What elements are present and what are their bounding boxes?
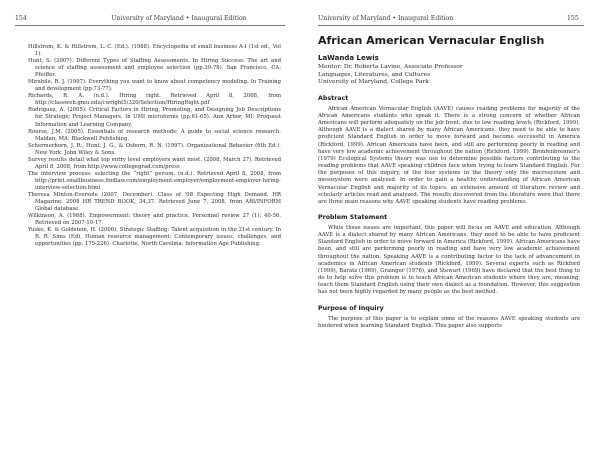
right-page (300, 0, 600, 456)
article-title: African American Vernacular English (318, 34, 545, 47)
reference-entry: Hillstrom, K. & Hillstrom, L. C. (Ed.). (1988). Encyclopedia of small business A-I (1st ed., Vol 1). (28, 44, 281, 58)
reference-entry: Survey results detail what top entry level employers want most. (2008, March 27). Retrieved April 8, 2008, from http://www.collegegrad.com/press (28, 156, 281, 170)
reference-entry: Rodriguez, A. (2005). Critical Factors in Hiring, Promoting, and Designing Job Descriptions for Strategic Project Managers. In UMI microforms (pp.61-65). Ann Arbor, MI: Proquest Information and Learning Company. (28, 107, 281, 128)
purpose-paragraph: The purpose of this paper is to explain some of the reasons AAVE speaking students are hindered when learning Standard English. This paper also supports (318, 315, 580, 329)
mentor-line: Mentor: Dr. Roberta Lavine, Associate Professor (318, 64, 463, 70)
running-header: University of Maryland • Inaugural Edition (318, 15, 454, 22)
header-rule (318, 25, 584, 26)
reference-entry: Hunt, S. (2007). Different Types of Staffing Assessments. In Hiring Success: The art and science of staffing assessment and employee selection (pp.39-78). San Francisco, CA: Pfeiffer. (28, 58, 281, 79)
reference-entry: Schermerhorn, J. R., Hunt, J. G., & Osborn, R. N. (1997). Organizational Behavior (6th Ed.). New York: John Wiley & Sons. (28, 142, 281, 156)
reference-entry: Theresa Minton-Eversole (2007, December). Class of '08 Expecting High Demand. HR Magazine: 2008 HR TREND BOOK, 34,37. Retrieved June 7, 2008, from ABI/INFORM Global database. (28, 191, 281, 213)
page-number: 154 (15, 15, 27, 22)
article (318, 34, 580, 330)
author-name: LaWanda Lewis (318, 54, 379, 62)
reference-entry: Yusko, K. & Goldstein, H. (2006). Strategic Staffing: Talent acquisition in the 21st century. In R. R. Sims (Ed), Human resource management: Contemporary issues, challenges, and opportunities (pp. 175-226). Charlotte, North Carolina: Information Age Publishing. (28, 227, 281, 248)
problem-statement-heading: Problem Statement (318, 213, 388, 221)
reference-entry: The interview process: selecting the “right” person. (n.d.). Retrieved April 8, 2008, from http://print.smallbusiness.findlaw.com/employment-employer/employment-employer-hiring-interview-selection.html (28, 170, 281, 191)
reference-entry: Rourse, J.M. (2005). Essentials of research methods: A guide to social science research. Maldan, MA: Blackwell Publishing. (28, 128, 281, 142)
department-line: Languages, Literatures, and Cultures (318, 71, 431, 78)
reference-entry: Richards, R. A. (n.d.). Hiring right. Retrieved April 8, 2008, from http://classweb.gmu.edu/cwright5/320/Selection/HiringRight.pdf (28, 93, 281, 107)
university-line: University of Maryland, College Park (318, 79, 429, 86)
reference-entry: Mirabile, R. J. (1997). Everything you want to know about competency modeling. In Training and development (pp.73-77). (28, 79, 281, 93)
page-number: 155 (567, 15, 579, 22)
reference-entry: Wilkinson, A. (1988). Empowerment: theory and practice. Personnel review 27 (1): 40-56. Retrieved on 2007-10-17. (28, 213, 281, 227)
running-header: University of Maryland • Inaugural Edition (111, 15, 247, 22)
header-rule (15, 25, 285, 26)
problem-statement-paragraph: While these issues are important, this paper will focus on AAVE and education. Although AAVE is a dialect shared by many African Americans, they need to be able to have proficient Standard English in order to move forward in America (Rickford, 1999). African Americans have been, and still are performing poorly in reading and have very low academic achievement throughout the nation. Speaking AAVE is a contributing factor to the lack of advancement in academics in African American students (Rickford, 1999). Several experts such as Rickford (1999), Baratz (1969), Grainger (1976), and Stewart (1969) have declared that the best thing to do to help solve this problem is to teach African American students where they are, meaning, teach them Standard English using their own dialect as a foundation. However, this suggestion has not been highly regarded by many people as the best method. (318, 224, 580, 296)
abstract-paragraph: African American Vernacular English (AAVE) causes reading problems for majority of the African Americans students who speak it. There is a strong concern of whether African Americans will perform adequately on the job front, due to low reading levels (Rickford, 1999). Although AAVE is a dialect shared by many African Americans, they need to be able to have proficient Standard English in order to move forward and become successful in America (Rickford, 1999). African Americans have been, and still are performing poorly in reading and have very low academic achievement throughout the nation (Rickford, 1999). Bronfenbrenner's (1979) Ecological Systems theory was use to determine possible factors contributing to the reading problems that AAVE speaking children face when trying to learn Standard English. For the purposes of this inquiry, of the four systems in the theory only the microsystem and mesosystem were analyzed. In order to gain a healthy understanding of African American Vernacular English and majority of its topics, an extensive amount of literature review and scholarly articles read and analyzed. The results discovered from the literature were that there are three main reasons why AAVE speaking students have reading problems. (318, 105, 580, 205)
abstract-heading: Abstract (318, 94, 349, 102)
reference-list (28, 44, 281, 248)
purpose-heading: Purpose of Inquiry (318, 304, 384, 312)
